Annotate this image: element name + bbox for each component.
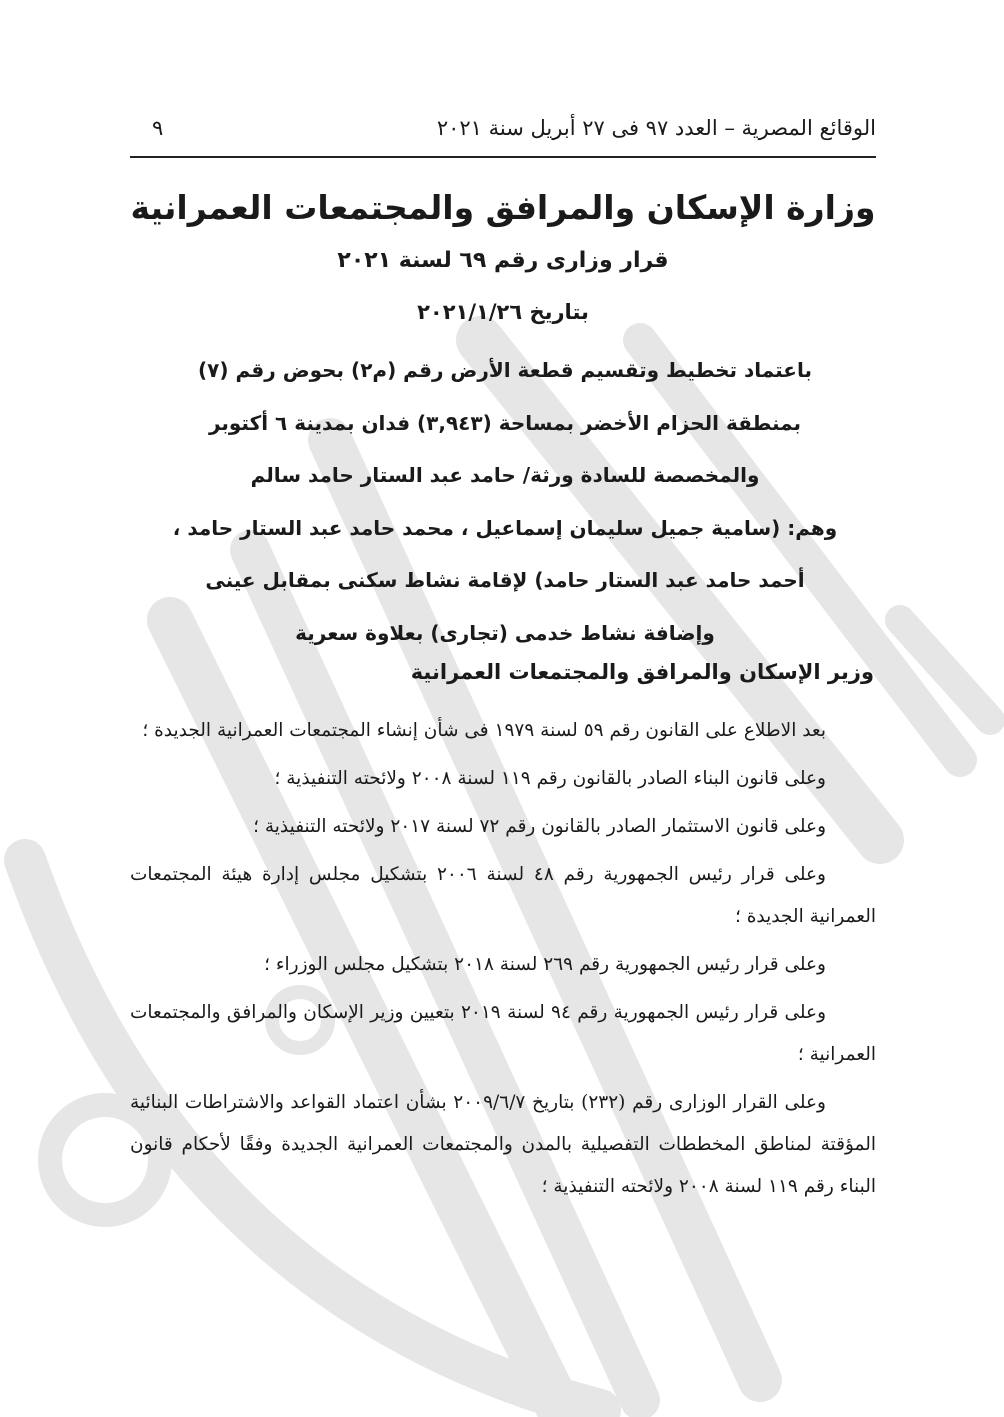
preamble-paragraph: وعلى قانون الاستثمار الصادر بالقانون رقم ٧٢ لسنة ٢٠١٧ ولائحته التنفيذية ؛: [253, 816, 826, 837]
preamble-paragraph: وعلى قرار رئيس الجمهورية رقم ٢٦٩ لسنة ٢٠١٨ بتشكيل مجلس الوزراء ؛: [264, 954, 826, 975]
preamble-paragraph: بعد الاطلاع على القانون رقم ٥٩ لسنة ١٩٧٩ فى شأن إنشاء المجتمعات العمرانية الجديدة ؛: [142, 720, 826, 741]
subject-line: بمنطقة الحزام الأخضر بمساحة (٣,٩٤٣) فدان بمدينة ٦ أكتوبر: [208, 410, 802, 435]
preamble-paragraph: وعلى قرار رئيس الجمهورية رقم ٤٨ لسنة ٢٠٠٦ بتشكيل مجلس إدارة هيئة المجتمعات العمرانية الجديدة ؛: [130, 864, 876, 927]
subject-line: باعتماد تخطيط وتقسيم قطعة الأرض رقم (م٢) بحوض رقم (٧): [197, 358, 812, 382]
preamble-paragraph: وعلى قانون البناء الصادر بالقانون رقم ١١٩ لسنة ٢٠٠٨ ولائحته التنفيذية ؛: [274, 768, 826, 789]
decision-date: بتاريخ ٢٠٢١/١/٢٦: [417, 300, 589, 324]
page-number: ٩: [152, 116, 164, 140]
gazette-issue-title: الوقائع المصرية – العدد ٩٧ فى ٢٧ أبريل سنة ٢٠٢١: [436, 116, 876, 140]
preamble-paragraph: وعلى قرار رئيس الجمهورية رقم ٩٤ لسنة ٢٠١٩ بتعيين وزير الإسكان والمرافق والمجتمعات العمرانية ؛: [130, 1002, 876, 1065]
preamble-body: [130, 710, 876, 1214]
preamble-paragraph: وعلى القرار الوزارى رقم (٢٣٢) بتاريخ ٢٠٠٩/٦/٧ بشأن اعتماد القواعد والاشتراطات البنائية المؤقتة لمناطق المخططات التفصيلية بالمدن والمجتمعات العمرانية الجديدة وفقًا لأحكام قانون البناء رقم ١١٩ لسنة ٢٠٠٨ ولائحته التنفيذية ؛: [130, 1092, 876, 1197]
subject-line: وهم: (سامية جميل سليمان إسماعيل ، محمد حامد عبد الستار حامد ،: [172, 515, 838, 540]
minister-heading: وزير الإسكان والمرافق والمجتمعات العمرانية: [410, 660, 874, 684]
subject-line: والمخصصة للسادة ورثة/ حامد عبد الستار حامد سالم: [250, 463, 760, 487]
subject-line: وإضافة نشاط خدمى (تجارى) بعلاوة سعرية: [295, 620, 715, 645]
decision-subject: [150, 350, 860, 665]
ministry-title: وزارة الإسكان والمرافق والمجتمعات العمرانية: [130, 188, 876, 227]
decision-number: قرار وزارى رقم ٦٩ لسنة ٢٠٢١: [337, 248, 669, 273]
subject-line: أحمد حامد عبد الستار حامد) لإقامة نشاط سكنى بمقابل عينى: [205, 568, 805, 592]
page-header: [130, 112, 876, 158]
